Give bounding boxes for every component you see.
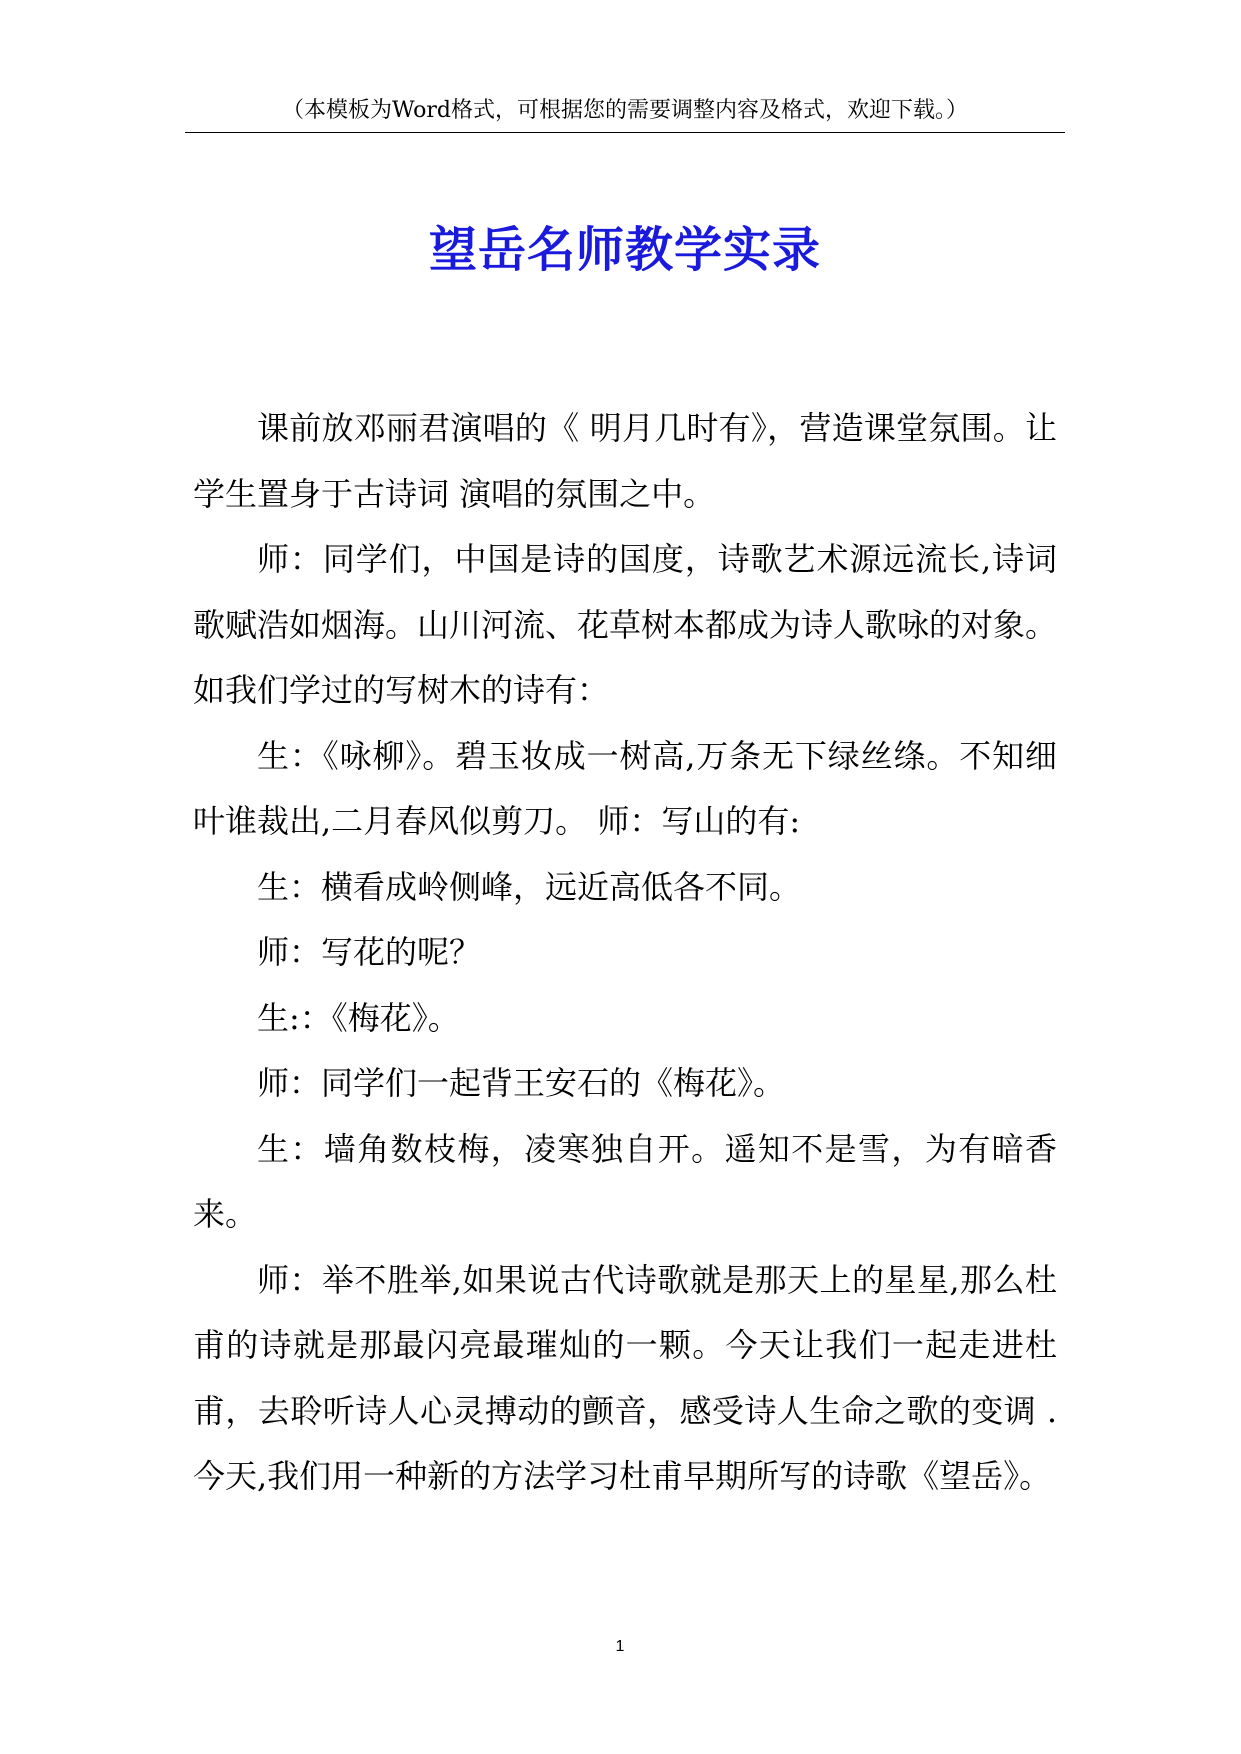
paragraph: 生：墙角数枝梅，凌寒独自开。遥知不是雪，为有暗香来。 [193, 1129, 1057, 1233]
paragraph: 生：横看成岭侧峰，远近高低各不同。 [257, 867, 802, 906]
paragraph: 师：举不胜举,如果说古代诗歌就是那天上的星星,那么杜甫的诗就是那最闪亮最璀灿的一颗。今天让我们一起走进杜甫，去聆听诗人心灵搏动的颤音，感受诗人生命之歌的变调 .今天,我们用一种新的方法学习杜甫早期所写的诗歌《望岳》。 [193, 1260, 1057, 1495]
paragraph: 师：同学们一起背王安石的《梅花》。 [257, 1064, 786, 1102]
paragraph: 师：同学们，中国是诗的国度，诗歌艺术源远流长,诗词歌赋浩如烟海。山川河流、花草树本都成为诗人歌咏的对象。如我们学过的写树木的诗有： [193, 540, 1058, 709]
paragraph: 师：写花的呢？ [257, 933, 482, 971]
paragraph: 生:：《梅花》。 [257, 998, 460, 1037]
header-divider [185, 132, 1065, 133]
header-note: （本模板为Word格式，可根据您的需要调整内容及格式，欢迎下载。） [282, 98, 968, 123]
paragraph: 生：《咏柳》。碧玉妆成一树高,万条无下绿丝绦。不知细叶谁裁出,二月春风似剪刀。 师：写山的有: [193, 736, 1057, 840]
document-body [193, 396, 1057, 1510]
page-number: 1 [615, 1638, 625, 1655]
paragraph: 课前放邓丽君演唱的《 明月几时有》，营造课堂氛围。让学生置身于古诗词 演唱的氛围之中。 [193, 409, 1057, 513]
document-title: 望岳名师教学实录 [428, 222, 821, 278]
